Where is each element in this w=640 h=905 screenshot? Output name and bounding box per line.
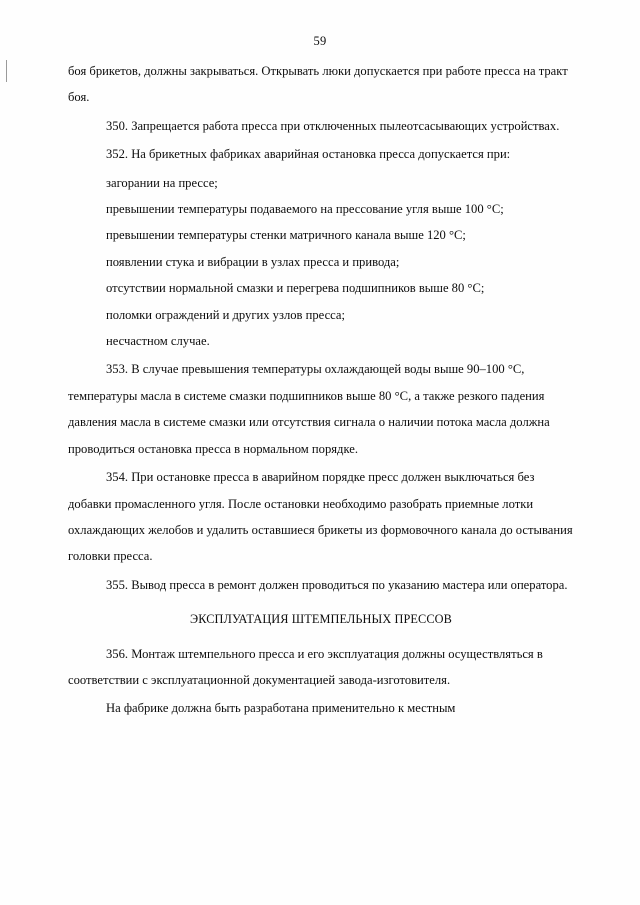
spacer xyxy=(68,598,574,606)
list-item: появлении стука и вибрации в узлах пресса и привода; xyxy=(106,254,400,269)
list-item: превышении температуры стенки матричного канала выше 120 °C; xyxy=(106,228,466,243)
paragraph-352: 352. На брикетных фабриках аварийная остановка пресса допускается при: xyxy=(106,147,511,162)
list-item: несчастном случае. xyxy=(106,334,210,349)
list-item: поломки ограждений и других узлов пресса; xyxy=(106,307,345,322)
paragraph-350: 350. Запрещается работа пресса при отключенных пылеотсасывающих устройствах. xyxy=(106,118,560,133)
list-item: превышении температуры подаваемого на прессование угля выше 100 °C; xyxy=(106,202,504,217)
paragraph-356: 356. Монтаж штемпельного пресса и его эксплуатация должны осуществляться в соответствии с эксплуатационной документацией завода-изготовителя. xyxy=(68,646,543,687)
paragraph-354: 354. При остановке пресса в аварийном порядке пресс должен выключаться без добавки промасленного угля. После остановки необходимо разобрать приемные лотки охлаждающих желобов и удалить оставшиеся брикеты из формовочного канала до остывания головки пресса. xyxy=(68,470,573,564)
paragraph-continuation: боя брикетов, должны закрываться. Открывать люки допускается при работе пресса на тракт боя. xyxy=(68,64,568,105)
page-edge-mark xyxy=(6,60,7,82)
spacer xyxy=(68,633,574,641)
page-number: 59 xyxy=(313,34,327,48)
section-heading: ЭКСПЛУАТАЦИЯ ШТЕМПЕЛЬНЫХ ПРЕССОВ xyxy=(190,612,452,627)
paragraph-357: На фабрике должна быть разработана применительно к местным xyxy=(106,701,456,716)
list-item: отсутствии нормальной смазки и перегрева подшипников выше 80 °C; xyxy=(106,281,485,296)
list-item: загорании на прессе; xyxy=(106,175,218,190)
document-body xyxy=(68,58,574,722)
paragraph-353: 353. В случае превышения температуры охлаждающей воды выше 90–100 °C, температуры масла в системе смазки подшипников выше 80 °C, а также резкого падения давления масла в системе смазки или отсутствия сигнала о наличии потока масла должна проводиться остановка пресса в нормальном порядке. xyxy=(68,362,550,456)
paragraph-355: 355. Вывод пресса в ремонт должен проводиться по указанию мастера или оператора. xyxy=(106,577,568,592)
